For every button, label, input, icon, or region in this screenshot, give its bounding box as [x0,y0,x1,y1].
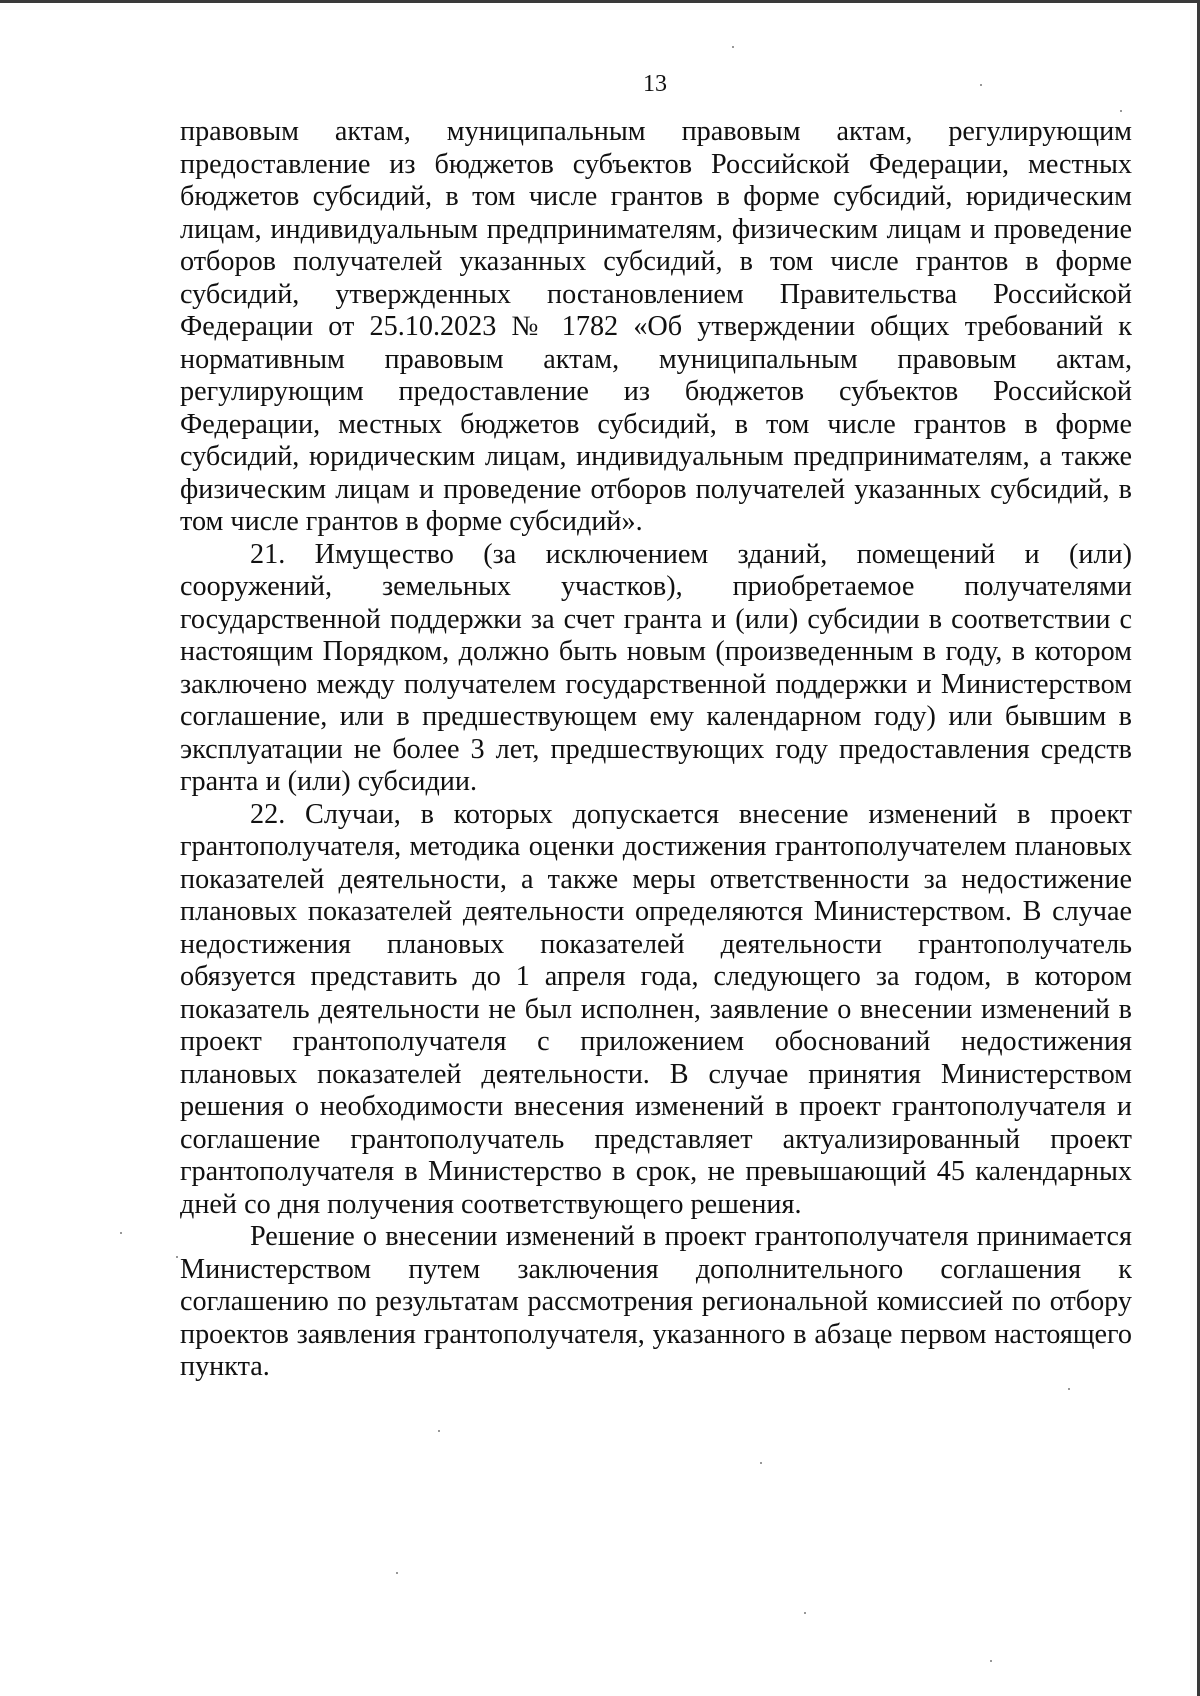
scan-speck [804,1612,806,1614]
page-number: 13 [643,71,667,97]
paragraph-item-21: 21. Имущество (за исключением зданий, помещений и (или) сооружений, земельных участков), приобретаемое получателями государственной поддержки за счет гранта и (или) субсидии в соответствии с настоящим Порядком, должно быть новым (произведенным в году, в котором заключено между получателем государственной поддержки и Министерством соглашение, или в предшествующем ему календарном году) или бывшим в эксплуатации не более 3 лет, предшествующих году предоставления средств гранта и (или) субсидии. [180,538,1132,797]
scan-edge-top [0,0,1200,3]
paragraph-decision: Решение о внесении изменений в проект грантополучателя принимается Министерством путем заключения дополнительного соглашения к соглашению по результатам рассмотрения региональной комиссией по отбору проектов заявления грантополучателя, указанного в абзаце первом настоящего пункта. [180,1221,1132,1382]
scan-speck [760,1462,762,1464]
scan-speck [980,84,982,86]
scan-speck [438,1430,440,1432]
scan-speck [120,1232,122,1234]
scan-speck [990,1660,992,1662]
paragraph-item-22: 22. Случаи, в которых допускается внесение изменений в проект грантополучателя, методика оценки достижения грантополучателем плановых показателей деятельности, а также меры ответственности за недостижение плановых показателей деятельности определяются Министерством. В случае недостижения плановых показателей деятельности грантополучатель обязуется представить до 1 апреля года, следующего за годом, в котором показатель деятельности не был исполнен, заявление о внесении изменений в проект грантополучателя с приложением обоснований недостижения плановых показателей деятельности. В случае принятия Министерством решения о необходимости внесения изменений в проект грантополучателя и соглашение грантополучатель представляет актуализированный проект грантополучателя в Министерство в срок, не превышающий 45 календарных дней со дня получения соответствующего решения. [180,798,1132,1220]
scan-speck [1068,1388,1070,1390]
paragraph-continuation: правовым актам, муниципальным правовым актам, регулирующим предоставление из бюджетов субъектов Российской Федерации, местных бюджетов субсидий, в том числе грантов в форме субсидий, юридическим лицам, индивидуальным предпринимателям, физическим лицам и проведение отборов получателей указанных субсидий, в том числе грантов в форме субсидий, утвержденных постановлением Правительства Российской Федерации от 25.10.2023 № 1782 «Об утверждении общих требований к нормативным правовым актам, муниципальным правовым актам, регулирующим предоставление из бюджетов субъектов Российской Федерации, местных бюджетов субсидий, в том числе грантов в форме субсидий, юридическим лицам, индивидуальным предпринимателям, а также физическим лицам и проведение отборов получателей указанных субсидий, в том числе грантов в форме субсидий». [180,116,1132,537]
document-body [180,116,1132,1384]
scan-speck [1120,110,1122,112]
scan-speck [732,46,734,48]
scan-speck [176,1256,178,1258]
scan-speck [396,1572,398,1574]
